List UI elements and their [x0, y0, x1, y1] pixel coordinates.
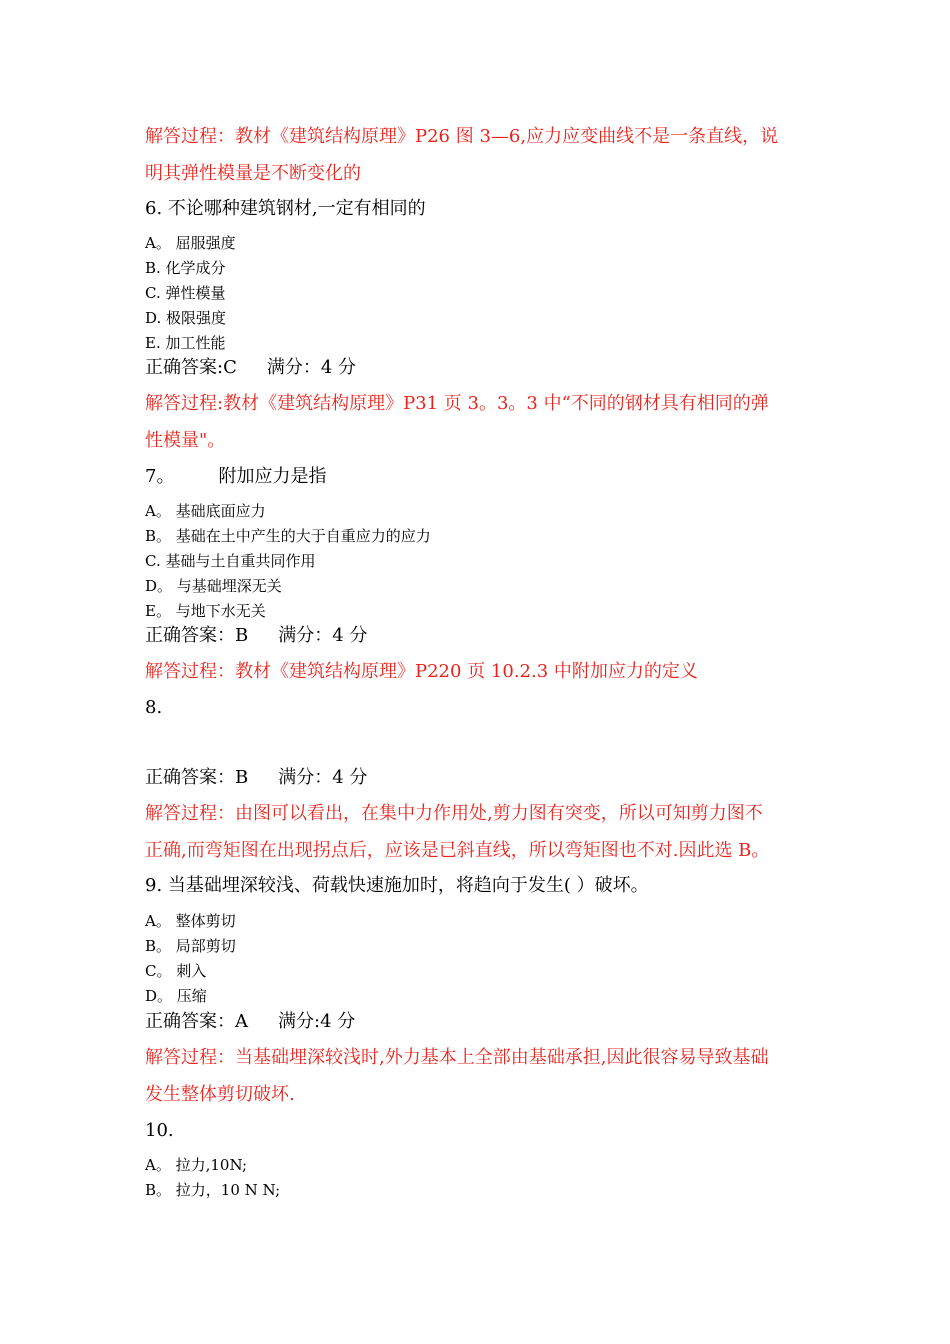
question-9: 9. 当基础埋深较浅、荷载快速施加时，将趋向于发生( ）破坏。: [145, 875, 649, 896]
question-7-option-e: E。 与地下水无关: [145, 602, 266, 620]
answer-8: [145, 769, 367, 787]
answer-9: [145, 1013, 355, 1031]
question-6-option-c: C. 弹性模量: [145, 284, 226, 302]
explanation-7-line-1: 解答过程：教材《建筑结构原理》P220 页 10.2.3 中附加应力的定义: [145, 661, 698, 682]
answer-6-score: 满分：4 分: [266, 357, 357, 378]
question-7-option-b: B。 基础在土中产生的大于自重应力的应力: [145, 527, 431, 545]
question-9-option-c: C。 刺入: [145, 962, 207, 980]
explanation-9-line-1: 解答过程：当基础埋深较浅时,外力基本上全部由基础承担,因此很容易导致基础: [145, 1047, 769, 1068]
question-9-option-a: A。 整体剪切: [145, 912, 236, 930]
answer-9-score: 满分:4 分: [278, 1011, 356, 1032]
answer-6: [145, 359, 356, 377]
question-7-text: 附加应力是指: [218, 466, 327, 487]
question-7-option-d: D。 与基础埋深无关: [145, 577, 282, 595]
question-7-number: 7。: [145, 466, 175, 487]
question-6: 6. 不论哪种建筑钢材,一定有相同的: [145, 198, 426, 219]
question-9-option-d: D。 压缩: [145, 987, 207, 1005]
question-6-option-a: A。 屈服强度: [145, 234, 236, 252]
explanation-6-line-1: 解答过程:教材《建筑结构原理》P31 页 3。3。3 中“不同的钢材具有相同的弹: [145, 393, 769, 414]
question-6-option-e: E. 加工性能: [145, 334, 226, 352]
question-10-option-b: B。 拉力，10 N N;: [145, 1181, 281, 1199]
answer-8-correct: 正确答案：B: [145, 767, 249, 788]
question-6-option-d: D. 极限强度: [145, 309, 227, 327]
question-6-option-b: B. 化学成分: [145, 259, 226, 277]
answer-9-correct: 正确答案：A: [145, 1011, 248, 1032]
question-10: 10.: [145, 1120, 174, 1141]
question-7-option-a: A。 基础底面应力: [145, 502, 266, 520]
answer-6-correct: 正确答案:C: [145, 357, 237, 378]
question-7-option-c: C. 基础与土自重共同作用: [145, 552, 316, 570]
explanation-5-line-2: 明其弹性模量是不断变化的: [145, 163, 361, 184]
question-10-option-a: A。 拉力,10N;: [145, 1156, 248, 1174]
explanation-9-line-2: 发生整体剪切破坏.: [145, 1084, 295, 1105]
explanation-5-line-1: 解答过程：教材《建筑结构原理》P26 图 3—6,应力应变曲线不是一条直线，说: [145, 126, 779, 147]
answer-7-correct: 正确答案：B: [145, 625, 249, 646]
question-7: [145, 468, 326, 486]
answer-8-score: 满分：4 分: [278, 767, 368, 788]
answer-7: [145, 627, 367, 645]
answer-7-score: 满分：4 分: [278, 625, 368, 646]
explanation-8-line-1: 解答过程：由图可以看出，在集中力作用处,剪力图有突变，所以可知剪力图不: [145, 803, 763, 824]
question-9-option-b: B。 局部剪切: [145, 937, 236, 955]
question-8: 8.: [145, 697, 163, 718]
explanation-8-line-2: 正确,而弯矩图在出现拐点后，应该是已斜直线，所以弯矩图也不对.因此选 B。: [145, 840, 770, 861]
explanation-6-line-2: 性模量"。: [145, 430, 226, 451]
